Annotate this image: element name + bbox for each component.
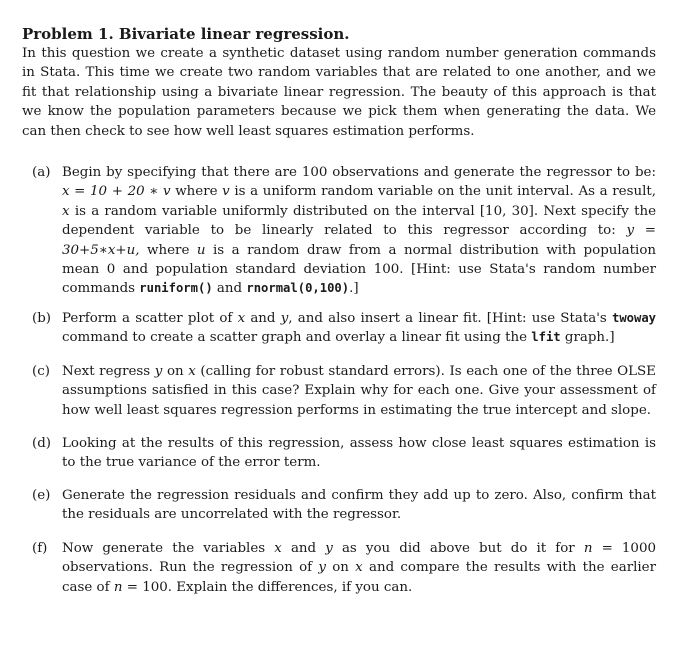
part-b [32,309,656,348]
math-x: x [188,364,196,379]
part-a-text-2: where [175,184,218,200]
part-a-text-3: is a uniform random variable on the unit interval. As a result, [234,184,656,200]
part-c-text-1: Next regress [62,364,151,379]
math-y-def: y = 30+5∗x+u, [62,223,657,258]
math-y: y [325,541,333,556]
math-u: u [196,242,206,258]
part-a-text-6: is a random draw from a normal distribution with population mean 0 and population standard deviation 100. [Hint: use Stata's random number commands [62,242,657,297]
part-f-text-7: = 100. Explain the differences, if you can. [126,579,413,595]
code-rnormal: rnormal(0,100) [246,281,350,296]
part-d-label: (d) [32,436,52,451]
problem-title: Problem 1. Bivariate linear regression. [22,25,350,43]
part-c-text [62,362,656,420]
part-a [32,163,656,299]
math-x: x [237,311,246,326]
math-x: x [62,203,70,219]
problem-intro: In this question we create a synthetic dataset using random number generation commands in Stata. This time we create two random variables that are related to one another, and we fit that relationship using a bivariate linear regression. The beauty of this approach is that we know the population parameters because we pick them when generating the data. We can then check to see how well least squares estimation performs. [22,46,656,139]
code-runiform: runiform() [139,281,213,296]
part-f-text-4: = 1000 observations. Run the regression of [62,541,656,576]
part-c-text-3: (calling for robust standard errors). Is each one of the three OLSE assumptions satisfied in this case? Explain why for each one. Give your assessment of how well least squares regression performs in estimating the true intercept and slope. [62,364,656,418]
part-d [32,434,656,473]
part-b-text-5: graph.] [564,330,615,346]
part-e [32,486,656,525]
part-a-text-5: where [147,242,190,258]
part-c-label: (c) [32,364,50,379]
part-c [32,362,656,420]
math-x: x [274,541,282,556]
part-f-text-6: and compare the results with the earlier case of [62,560,656,595]
part-a-text-8: .] [349,281,359,297]
part-a-text-1: Begin by specifying that there are 100 observations and generate the regressor to be: [62,165,656,180]
math-y: y [154,364,163,379]
code-twoway: twoway [611,311,657,325]
part-b-label: (b) [32,311,52,326]
math-y: y [280,311,289,326]
part-e-label: (e) [32,488,51,503]
part-f-text-5: on [332,560,349,576]
code-lfit: lfit [531,330,561,345]
part-b-text-3: , and also insert a linear fit. [Hint: use Stata's [288,311,607,326]
part-c-text-2: on [166,364,184,379]
part-a-text-4: is a random variable uniformly distributed on the interval [10, 30]. Next specify the dependent variable to be linearly related to this regressor according to: [62,203,656,239]
math-y: y [318,560,326,576]
part-d-text: Looking at the results of this regression, assess how close least squares estimation is to the true variance of the error term. [62,436,656,471]
part-e-text: Generate the regression residuals and confirm they add up to zero. Also, confirm that the residuals are uncorrelated with the regressor. [62,488,656,523]
part-f-text-1: Now generate the variables [62,541,266,556]
part-f [32,539,656,597]
part-b-text-4: command to create a scatter graph and overlay a linear fit using the [62,330,528,346]
part-a-label: (a) [32,165,51,180]
part-f-text-3: as you did above but do it for [341,541,575,556]
math-x-def: x = 10 + 20 ∗ v [62,184,171,200]
part-b-text [62,309,656,348]
part-f-label: (f) [32,541,48,556]
math-n: n [583,541,593,556]
part-f-text-2: and [290,541,317,556]
math-x: x [355,560,363,576]
math-v: v [222,184,230,200]
part-b-text-1: Perform a scatter plot of [62,311,233,326]
part-a-text-7: and [216,281,243,297]
part-a-text [62,163,656,299]
part-f-text [62,539,656,597]
math-n: n [113,579,123,595]
part-b-text-2: and [250,311,276,326]
